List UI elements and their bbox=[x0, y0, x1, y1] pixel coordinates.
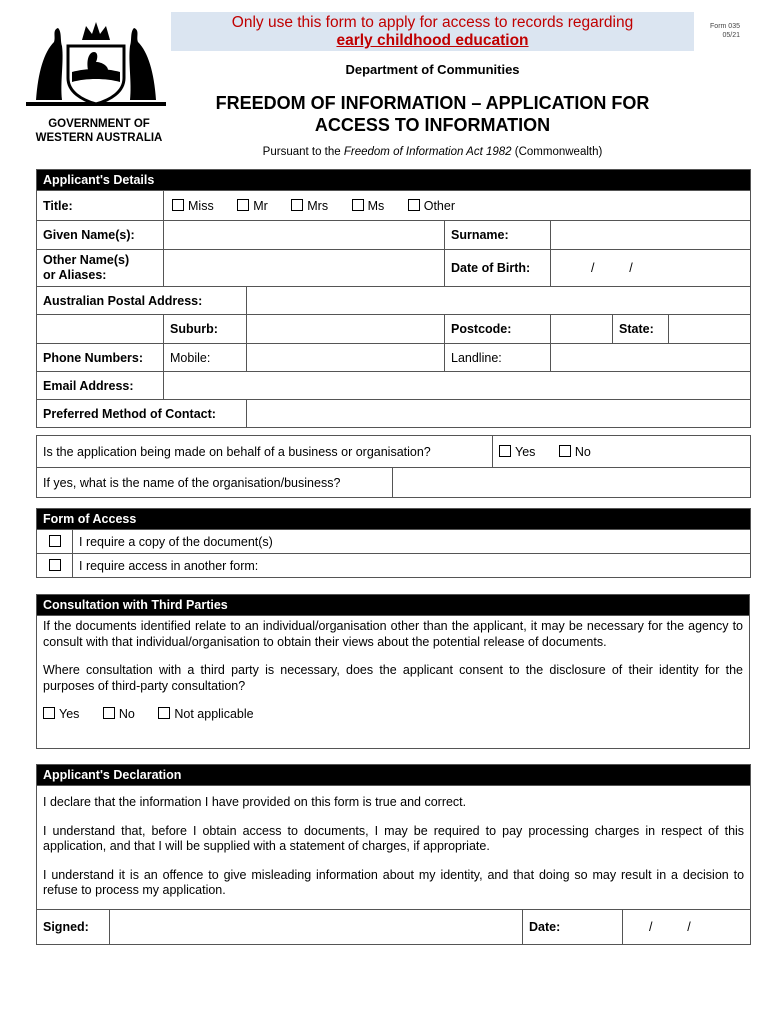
consultation-body bbox=[37, 616, 750, 749]
other-names-label bbox=[37, 250, 164, 287]
title-option-other[interactable] bbox=[408, 199, 455, 213]
title-option-miss[interactable] bbox=[172, 199, 214, 213]
checkbox-icon bbox=[352, 199, 364, 211]
business-no-label: No bbox=[574, 444, 591, 459]
mobile-label: Mobile: bbox=[164, 344, 247, 372]
notice-line-2: early childhood education bbox=[336, 32, 529, 49]
form-number bbox=[700, 22, 740, 40]
checkbox-icon bbox=[237, 199, 249, 211]
form-number-line-1: Form 035 bbox=[710, 23, 740, 30]
business-table bbox=[36, 435, 751, 498]
notice-line-1: Only use this form to apply for access to records regarding bbox=[231, 14, 634, 31]
government-line-2: WESTERN AUSTRALIA bbox=[35, 132, 163, 144]
title-option-label: Ms bbox=[367, 198, 385, 213]
form-of-access-table bbox=[36, 508, 751, 578]
access-other-checkbox[interactable] bbox=[37, 554, 73, 578]
declaration-header: Applicant's Declaration bbox=[37, 765, 751, 786]
checkbox-icon bbox=[291, 199, 303, 211]
consultation-paragraph-2: Where consultation with a third party is necessary, does the applicant consent to the disclosure of their identity for the purposes of third-party consultation? bbox=[43, 663, 743, 693]
consultation-na-label: Not applicable bbox=[174, 707, 254, 721]
notice-banner bbox=[171, 12, 694, 51]
checkbox-icon bbox=[158, 707, 170, 719]
pursuant-act: Freedom of Information Act 1982 bbox=[343, 146, 512, 158]
postcode-field[interactable] bbox=[551, 315, 613, 344]
declaration-table bbox=[36, 764, 751, 945]
title-options bbox=[164, 191, 751, 221]
title-option-label: Mrs bbox=[307, 198, 329, 213]
business-name-field[interactable] bbox=[393, 468, 751, 498]
checkbox-icon bbox=[43, 707, 55, 719]
checkbox-icon bbox=[103, 707, 115, 719]
dob-field[interactable]: / / bbox=[551, 250, 751, 287]
phone-label: Phone Numbers: bbox=[37, 344, 164, 372]
declaration-paragraph-1: I declare that the information I have provided on this form is true and correct. bbox=[43, 795, 467, 809]
government-name bbox=[24, 117, 174, 145]
applicant-details-header: Applicant's Details bbox=[37, 170, 751, 191]
title-line-1: FREEDOM OF INFORMATION – APPLICATION FOR bbox=[215, 93, 650, 113]
business-yes-label: Yes bbox=[515, 444, 536, 459]
title-option-label: Mr bbox=[253, 198, 268, 213]
postal-address-label: Australian Postal Address: bbox=[37, 287, 247, 315]
title-option-mr[interactable] bbox=[237, 199, 268, 213]
pursuant-suffix: (Commonwealth) bbox=[511, 146, 603, 158]
access-other-label: I require access in another form: bbox=[73, 554, 751, 578]
consultation-header: Consultation with Third Parties bbox=[37, 595, 750, 616]
title-option-label: Miss bbox=[188, 198, 214, 213]
given-names-label: Given Name(s): bbox=[37, 221, 164, 250]
business-no-option[interactable] bbox=[559, 445, 591, 459]
access-copy-label: I require a copy of the document(s) bbox=[73, 530, 751, 554]
other-names-line-2: or Aliases: bbox=[43, 268, 107, 282]
email-field[interactable] bbox=[164, 372, 751, 400]
title-option-label: Other bbox=[423, 198, 455, 213]
state-label: State: bbox=[613, 315, 669, 344]
date-field[interactable]: / / bbox=[623, 910, 751, 945]
consultation-table bbox=[36, 594, 750, 749]
business-yes-option[interactable] bbox=[499, 445, 535, 459]
given-names-field[interactable] bbox=[164, 221, 445, 250]
title-option-ms[interactable] bbox=[352, 199, 385, 213]
declaration-body bbox=[37, 786, 751, 910]
business-name-question: If yes, what is the name of the organisation/business? bbox=[37, 468, 393, 498]
email-label: Email Address: bbox=[37, 372, 164, 400]
state-field[interactable] bbox=[669, 315, 751, 344]
title-line-2: ACCESS TO INFORMATION bbox=[314, 115, 551, 135]
landline-label: Landline: bbox=[445, 344, 551, 372]
other-names-line-1: Other Name(s) bbox=[43, 253, 130, 267]
checkbox-icon bbox=[49, 559, 61, 571]
department-name: Department of Communities bbox=[345, 62, 520, 77]
signature-field[interactable] bbox=[110, 910, 523, 945]
dob-label: Date of Birth: bbox=[445, 250, 551, 287]
pursuant-line bbox=[171, 146, 694, 158]
consultation-no-option[interactable] bbox=[103, 707, 135, 723]
form-of-access-header: Form of Access bbox=[37, 509, 751, 530]
checkbox-icon bbox=[559, 445, 571, 457]
postcode-label: Postcode: bbox=[445, 315, 551, 344]
consultation-yes-label: Yes bbox=[59, 707, 80, 721]
title-option-mrs[interactable] bbox=[291, 199, 328, 213]
pursuant-prefix: Pursuant to the bbox=[262, 146, 344, 158]
checkbox-icon bbox=[408, 199, 420, 211]
checkbox-icon bbox=[49, 535, 61, 547]
government-line-1: GOVERNMENT OF bbox=[48, 118, 150, 130]
title-label: Title: bbox=[37, 191, 164, 221]
consultation-options bbox=[37, 694, 749, 723]
checkbox-icon bbox=[499, 445, 511, 457]
consultation-yes-option[interactable] bbox=[43, 707, 79, 723]
form-date: 05/21 bbox=[722, 32, 740, 39]
consultation-na-option[interactable] bbox=[158, 707, 253, 723]
contact-method-label: Preferred Method of Contact: bbox=[37, 400, 247, 428]
business-question: Is the application being made on behalf of a business or organisation? bbox=[37, 436, 493, 468]
consultation-paragraph-1: If the documents identified relate to an individual/organisation other than the applicant, it may be necessary for the agency to consult with that individual/organisation to obtain their views about the potential release of documents. bbox=[43, 619, 743, 649]
surname-field[interactable] bbox=[551, 221, 751, 250]
wa-government-crest-logo bbox=[26, 12, 166, 114]
business-options bbox=[493, 436, 751, 468]
other-names-field[interactable] bbox=[164, 250, 445, 287]
mobile-field[interactable] bbox=[247, 344, 445, 372]
postal-address-field[interactable] bbox=[247, 287, 751, 315]
suburb-field[interactable] bbox=[247, 315, 445, 344]
contact-method-field[interactable] bbox=[247, 400, 751, 428]
declaration-paragraph-2: I understand that, before I obtain access to documents, I may be required to pay processing charges in respect of this application, and that I will be supplied with a statement of charges, if appropriate. bbox=[43, 823, 745, 853]
suburb-spacer bbox=[37, 315, 164, 344]
access-copy-checkbox[interactable] bbox=[37, 530, 73, 554]
declaration-paragraph-3: I understand it is an offence to give misleading information about my identity, and that doing so may result in a decision to refuse to process my application. bbox=[43, 867, 745, 897]
date-label: Date: bbox=[523, 910, 623, 945]
checkbox-icon bbox=[172, 199, 184, 211]
page-title bbox=[171, 92, 694, 136]
signed-label: Signed: bbox=[37, 910, 110, 945]
surname-label: Surname: bbox=[445, 221, 551, 250]
consultation-no-label: No bbox=[118, 707, 135, 721]
applicant-details-table bbox=[36, 169, 751, 428]
suburb-label: Suburb: bbox=[164, 315, 247, 344]
landline-field[interactable] bbox=[551, 344, 751, 372]
